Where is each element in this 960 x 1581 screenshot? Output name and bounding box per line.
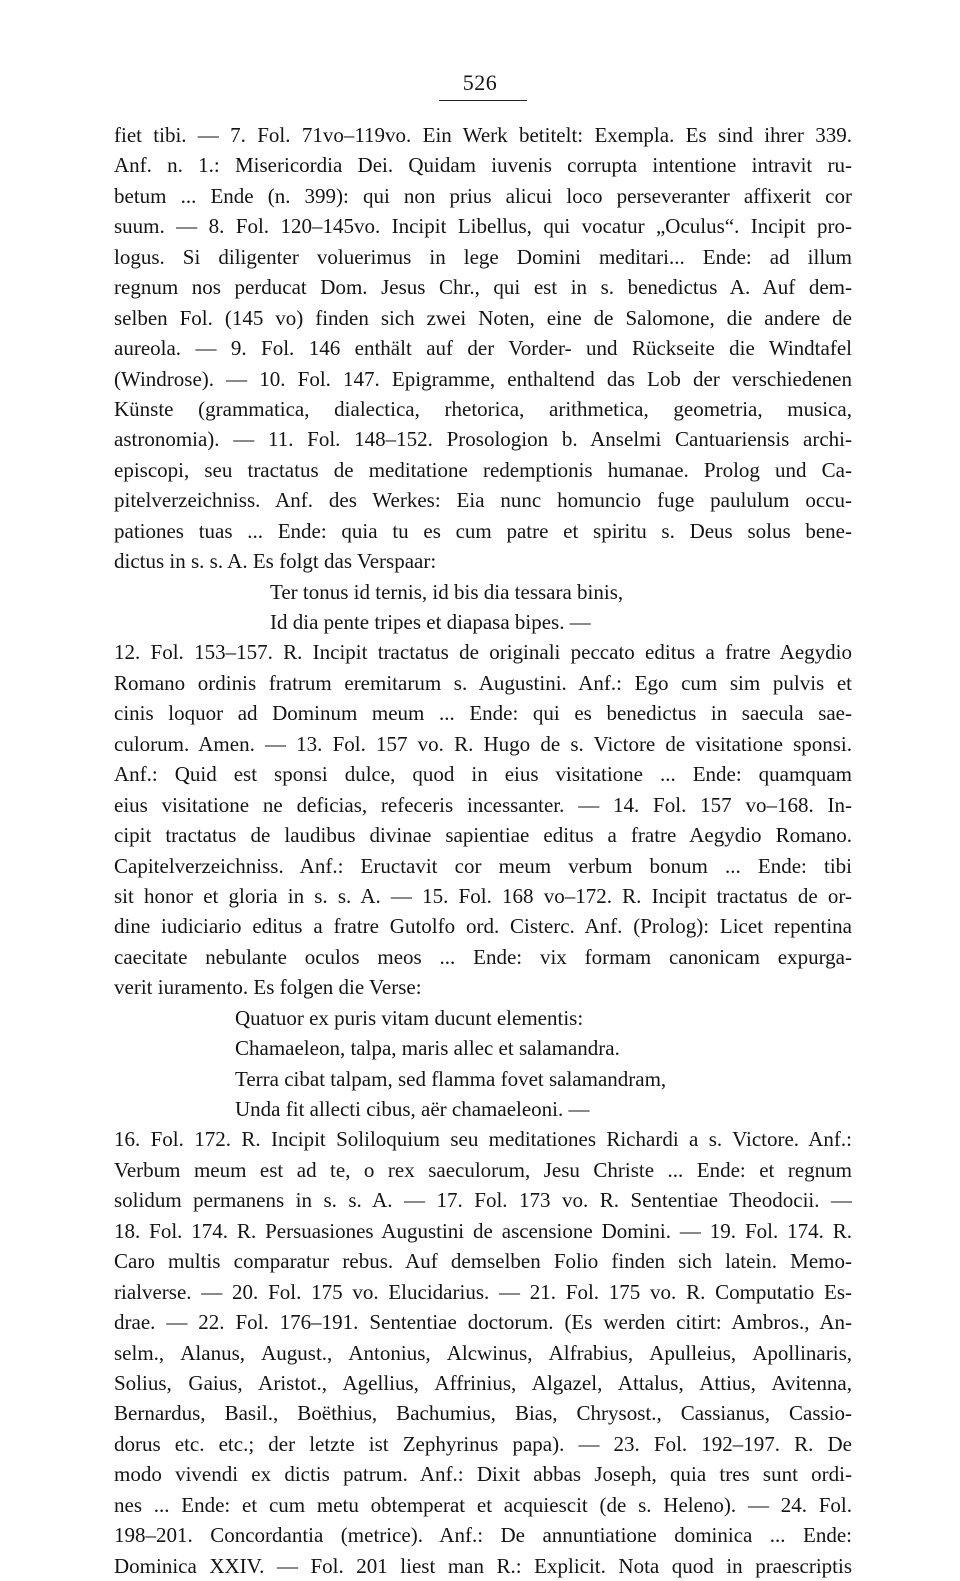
text-line: nes ... Ende: et cum metu obtemperat et acquiescit (de s. Heleno). — 24. Fol. — [114, 1492, 852, 1517]
text-line: Solius, Gaius, Aristot., Agellius, Affrinius, Algazel, Attalus, Attius, Avitenna, — [114, 1370, 852, 1395]
text-line: cinis loquor ad Dominum meum ... Ende: qui es benedictus in saecula sae- — [114, 701, 852, 726]
text-line: Caro multis comparatur rebus. Auf demselben Folio finden sich latein. Memo- — [114, 1249, 852, 1274]
text-line: logus. Si diligenter voluerimus in lege Domini meditari... Ende: ad illum — [114, 244, 852, 269]
text-line: betum ... Ende (n. 399): qui non prius alicui loco perseveranter affixerit cor — [114, 183, 852, 208]
text-line: dorus etc. etc.; der letzte ist Zephyrinus papa). — 23. Fol. 192–197. R. De — [114, 1431, 852, 1456]
text-line: fiet tibi. — 7. Fol. 71vo–119vo. Ein Werk betitelt: Exempla. Es sind ihrer 339. — [114, 123, 852, 147]
verse-line: Terra cibat talpam, sed flamma fovet salamandram, — [235, 1066, 667, 1091]
verse-line: Ter tonus id ternis, id bis dia tessara binis, — [270, 579, 624, 604]
text-block — [114, 120, 852, 1581]
text-line: astronomia). — 11. Fol. 148–152. Prosologion b. Anselmi Cantuariensis archi- — [114, 427, 852, 452]
text-line: Romano ordinis fratrum eremitarum s. Augustini. Anf.: Ego cum sim pulvis et — [114, 670, 852, 695]
text-line: selm., Alanus, August., Antonius, Alcwinus, Alfrabius, Apulleius, Apollinaris, — [114, 1340, 852, 1365]
text-line: pationes tuas ... Ende: quia tu es cum patre et spiritu s. Deus solus bene- — [114, 518, 852, 543]
text-line: 16. Fol. 172. R. Incipit Soliloquium seu meditationes Richardi a s. Victore. Anf.: — [114, 1127, 852, 1152]
text-line: rialverse. — 20. Fol. 175 vo. Elucidarius. — 21. Fol. 175 vo. R. Computatio Es- — [114, 1279, 852, 1304]
text-line: suum. — 8. Fol. 120–145vo. Incipit Libellus, qui vocatur „Oculus“. Incipit pro- — [114, 214, 852, 239]
text-line: Bernardus, Basil., Boëthius, Bachumius, Bias, Chrysost., Cassianus, Cassio- — [114, 1401, 852, 1426]
text-line: Anf.: Quid est sponsi dulce, quod in eius visitatione ... Ende: quamquam — [114, 762, 852, 787]
verse-line: Chamaeleon, talpa, maris allec et salamandra. — [235, 1036, 620, 1061]
text-line: solidum permanens in s. s. A. — 17. Fol. 173 vo. R. Sententiae Theodocii. — — [114, 1188, 852, 1213]
text-line: aureola. — 9. Fol. 146 enthält auf der Vorder- und Rückseite die Windtafel — [114, 336, 852, 361]
text-line: pitelverzeichniss. Anf. des Werkes: Eia nunc homuncio fuge paululum occu- — [114, 488, 852, 513]
text-line: verit iuramento. Es folgen die Verse: — [114, 975, 422, 1000]
text-line: Verbum meum est ad te, o rex saeculorum, Jesu Christe ... Ende: et regnum — [114, 1157, 852, 1182]
text-line: Capitelverzeichniss. Anf.: Eructavit cor meum verbum bonum ... Ende: tibi — [114, 853, 852, 878]
text-line: episcopi, seu tractatus de meditatione redemptionis humanae. Prolog und Ca- — [114, 457, 852, 482]
text-line: Anf. n. 1.: Misericordia Dei. Quidam iuvenis corrupta intentione intravit ru- — [114, 153, 852, 178]
text-line: 12. Fol. 153–157. R. Incipit tractatus de originali peccato editus a fratre Aegydio — [114, 640, 852, 665]
text-line: dine iudiciario editus a fratre Gutolfo ord. Cisterc. Anf. (Prolog): Licet repentina — [114, 914, 852, 939]
text-line: caecitate nebulante oculos meos ... Ende: vix formam canonicam expurga- — [114, 944, 852, 969]
text-line: drae. — 22. Fol. 176–191. Sententiae doctorum. (Es werden citirt: Ambros., An- — [114, 1310, 852, 1335]
text-line: regnum nos perducat Dom. Jesus Chr., qui est in s. benedictus A. Auf dem- — [114, 275, 852, 300]
text-line: cipit tractatus de laudibus divinae sapientiae editus a fratre Aegydio Romano. — [114, 823, 852, 848]
text-line: 18. Fol. 174. R. Persuasiones Augustini de ascensione Domini. — 19. Fol. 174. R. — [114, 1218, 852, 1243]
text-line: Dominica XXIV. — Fol. 201 liest man R.: Explicit. Nota quod in praescriptis — [114, 1553, 852, 1578]
verse-line: Id dia pente tripes et diapasa bipes. — — [270, 610, 591, 634]
text-line: modo vivendi ex dictis patrum. Anf.: Dixit abbas Joseph, quia tres sunt ordi- — [114, 1462, 852, 1487]
text-line: Künste (grammatica, dialectica, rhetorica, arithmetica, geometria, musica, — [114, 396, 852, 421]
text-line: eius visitatione ne deficias, refeceris incessanter. — 14. Fol. 157 vo–168. In- — [114, 792, 852, 817]
page-number: 526 — [462, 70, 498, 95]
verse-line: Unda fit allecti cibus, aër chamaeleoni. — — [235, 1097, 590, 1121]
text-line: selben Fol. (145 vo) finden sich zwei Noten, eine de Salomone, die andere de — [114, 305, 852, 330]
text-line: sit honor et gloria in s. s. A. — 15. Fol. 168 vo–172. R. Incipit tractatus de or- — [114, 883, 852, 908]
page-number-rule — [439, 100, 527, 101]
verse-line: Quatuor ex puris vitam ducunt elementis: — [235, 1005, 584, 1030]
text-line: culorum. Amen. — 13. Fol. 157 vo. R. Hugo de s. Victore de visitatione sponsi. — [114, 731, 852, 756]
text-line: 198–201. Concordantia (metrice). Anf.: De annuntiatione dominica ... Ende: — [114, 1523, 852, 1548]
text-line: dictus in s. s. A. Es folgt das Verspaar: — [114, 549, 437, 574]
text-line: (Windrose). — 10. Fol. 147. Epigramme, enthaltend das Lob der verschiedenen — [114, 366, 852, 391]
